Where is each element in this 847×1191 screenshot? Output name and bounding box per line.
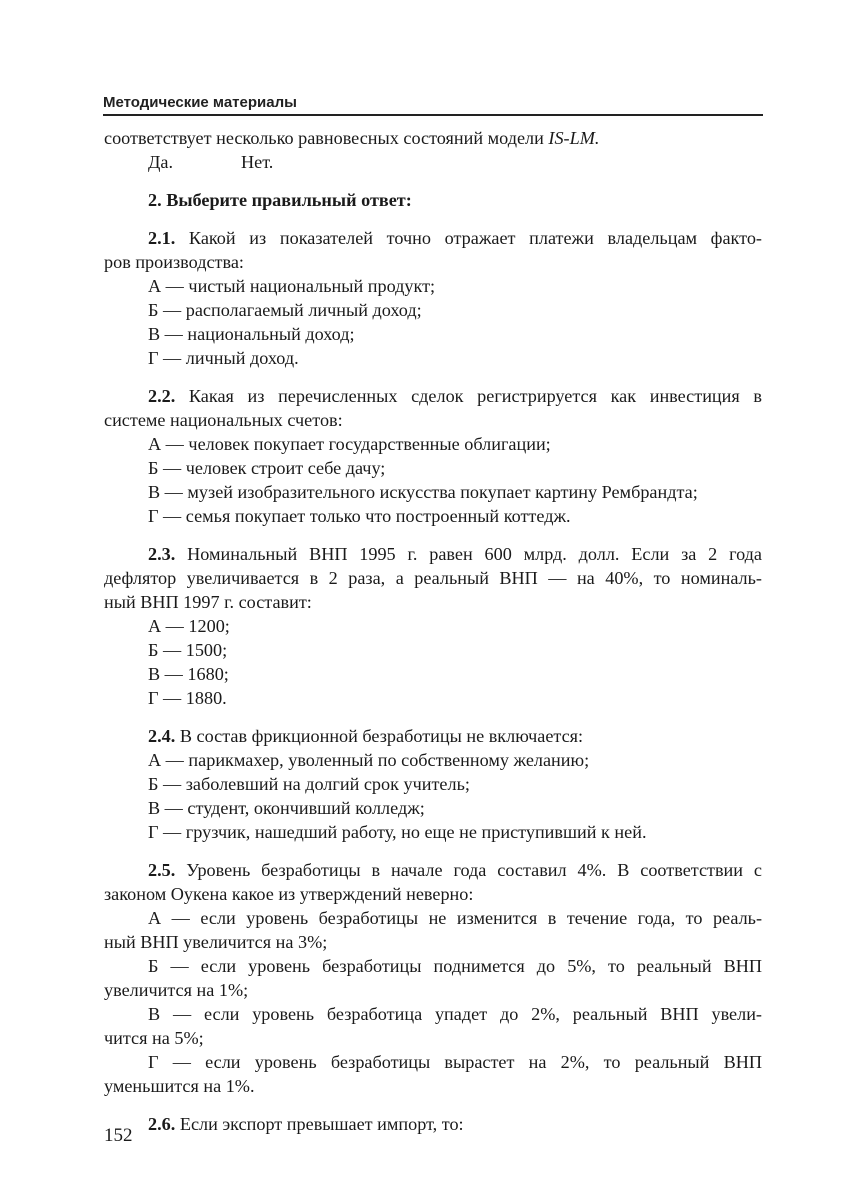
answer-v: В — 1680; — [148, 664, 229, 684]
question-text-cont: ный ВНП 1997 г. составит: — [104, 592, 312, 612]
answer-a: А — чистый национальный продукт; — [148, 276, 436, 296]
answer-v: В — если уровень безработица упадет до 2%, реальный ВНП увели- — [148, 1004, 762, 1024]
model-name: IS-LM. — [548, 128, 600, 148]
question-number: 2.6. — [148, 1114, 176, 1134]
question-number: 2.3. — [148, 544, 176, 564]
intro-line — [104, 126, 762, 150]
answer-g: Г — грузчик, нашедший работу, но еще не приступивший к ней. — [148, 822, 647, 842]
question-text: Если экспорт превышает импорт, то: — [175, 1114, 464, 1134]
question-2-2 — [104, 384, 762, 408]
question-text: В состав фрикционной безработицы не включается: — [175, 726, 584, 746]
answer-g: Г — если уровень безработицы вырастет на 2%, то реальный ВНП — [148, 1052, 762, 1072]
question-text: Уровень безработицы в начале года составил 4%. В соответствии с — [175, 860, 762, 880]
answer-b: Б — заболевший на долгий срок учитель; — [148, 774, 470, 794]
question-number: 2.1. — [148, 228, 176, 248]
question-2-5 — [104, 858, 762, 882]
answer-b: Б — человек строит себе дачу; — [148, 458, 386, 478]
answer-a-cont: ный ВНП увеличится на 3%; — [104, 932, 328, 952]
answer-b-cont: увеличится на 1%; — [104, 980, 249, 1000]
question-number: 2.2. — [148, 386, 176, 406]
question-text: Номинальный ВНП 1995 г. равен 600 млрд. долл. Если за 2 года — [175, 544, 762, 564]
answer-v: В — музей изобразительного искусства покупает картину Рембрандта; — [148, 482, 698, 502]
question-2-1 — [104, 226, 762, 250]
intro-text: соответствует несколько равновесных состояний модели — [104, 128, 549, 148]
answer-a: А — 1200; — [148, 616, 230, 636]
answer-b: Б — если уровень безработицы поднимется до 5%, то реальный ВНП — [148, 956, 762, 976]
answer-b: Б — 1500; — [148, 640, 228, 660]
option-yes: Да. — [148, 152, 174, 172]
answer-v: В — национальный доход; — [148, 324, 355, 344]
answer-v: В — студент, окончивший колледж; — [148, 798, 425, 818]
yes-no-options — [104, 150, 762, 174]
question-text-cont: дефлятор увеличивается в 2 раза, а реальный ВНП — на 40%, то номиналь- — [104, 568, 762, 588]
answer-a: А — человек покупает государственные облигации; — [148, 434, 551, 454]
question-2-3 — [104, 542, 762, 566]
option-no: Нет. — [241, 152, 274, 172]
answer-g-cont: уменьшится на 1%. — [104, 1076, 255, 1096]
question-2-4 — [104, 724, 762, 748]
running-header: Методические материалы — [103, 94, 763, 116]
answer-a: А — если уровень безработицы не изменится в течение года, то реаль- — [148, 908, 762, 928]
page-number: 152 — [104, 1125, 133, 1146]
answer-v-cont: чится на 5%; — [104, 1028, 204, 1048]
question-text-cont: законом Оукена какое из утверждений неверно: — [104, 884, 474, 904]
question-2-6 — [104, 1112, 762, 1136]
question-text: Какая из перечисленных сделок регистрируется как инвестиция в — [175, 386, 762, 406]
question-text-cont: ров производства: — [104, 252, 244, 272]
answer-g: Г — личный доход. — [148, 348, 299, 368]
answer-g: Г — 1880. — [148, 688, 227, 708]
answer-b: Б — располагаемый личный доход; — [148, 300, 422, 320]
section-title: 2. Выберите правильный ответ: — [148, 190, 412, 210]
question-number: 2.5. — [148, 860, 176, 880]
answer-g: Г — семья покупает только что построенный коттедж. — [148, 506, 571, 526]
question-text: Какой из показателей точно отражает платежи владельцам факто- — [175, 228, 762, 248]
question-text-cont: системе национальных счетов: — [104, 410, 343, 430]
question-number: 2.4. — [148, 726, 176, 746]
answer-a: А — парикмахер, уволенный по собственному желанию; — [148, 750, 590, 770]
page-content — [104, 126, 762, 1136]
